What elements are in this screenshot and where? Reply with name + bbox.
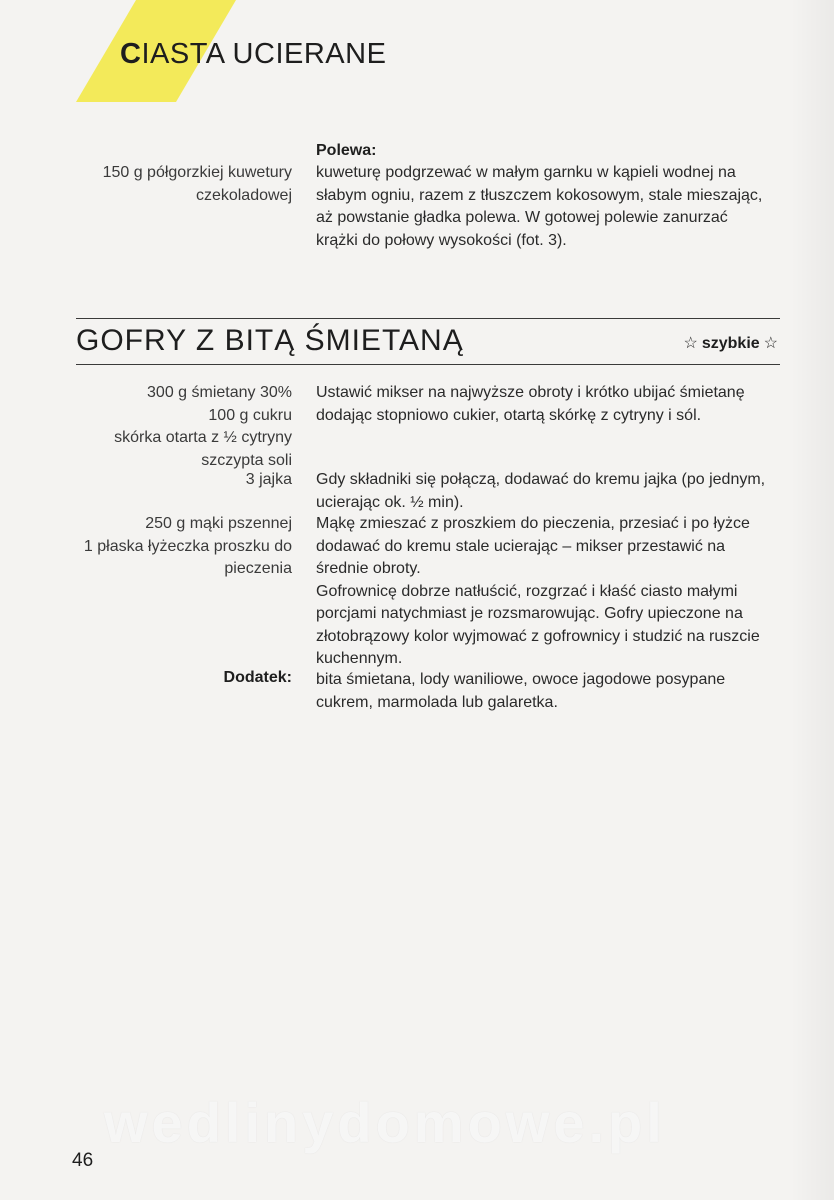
ingredient-line: 250 g mąki pszennej: [145, 515, 292, 532]
instruction-line: cukrem, marmolada lub galaretka.: [316, 693, 558, 711]
instruction-line: Ustawić mikser na najwyższe obroty i krótko ubijać śmietanę: [316, 384, 745, 401]
instruction-line: dodając stopniowo cukier, otartą skórkę z cytryny i sól.: [316, 406, 702, 424]
watermark: wedlinydomowe.pl: [104, 1091, 666, 1154]
step-1-ingredients: [114, 382, 292, 472]
ingredient-line: 100 g cukru: [208, 406, 292, 424]
instruction-line: ucierając ok. ½ min).: [316, 493, 464, 511]
instruction-line: bita śmietana, lody waniliowe, owoce jagodowe posypane: [316, 671, 726, 688]
instruction-line: krążki do połowy wysokości (fot. 3).: [316, 231, 567, 249]
quick-badge: [684, 333, 779, 353]
ingredient-line: 1 płaska łyżeczka proszku do: [83, 537, 292, 555]
instruction-line: Gofrownicę dobrze natłuścić, rozgrzać i kłaść ciasto małymi: [316, 582, 738, 600]
recipe-title: GOFRY Z BITĄ ŚMIETANĄ: [76, 324, 464, 357]
step-1-instructions: [316, 382, 786, 427]
ingredient-line: skórka otarta z ½ cytryny: [114, 429, 292, 446]
addition-label: Dodatek:: [223, 669, 292, 686]
section-title: CIASTA UCIERANE: [120, 38, 387, 70]
instruction-line: kuweturę podgrzewać w małym garnku w kąpieli wodnej na: [316, 164, 736, 181]
instruction-line: Gdy składniki się połączą, dodawać do kremu jajka (po jednym,: [316, 471, 766, 488]
instruction-line: dodawać do kremu stale ucierając – mikser przestawić na: [316, 537, 726, 555]
badge-label: szybkie: [701, 335, 760, 352]
step-3-ingredients: [84, 513, 292, 581]
glaze-ingredients: [103, 162, 292, 207]
ingredient-line: 150 g półgorzkiej kuwetury: [102, 164, 292, 181]
addition-text: [316, 669, 786, 714]
star-icon: ☆: [683, 335, 698, 352]
ingredient-line: pieczenia: [224, 560, 292, 577]
star-icon: ☆: [763, 335, 778, 352]
step-3-instructions: [316, 513, 786, 671]
step-2-ingredients: [246, 469, 292, 492]
instruction-line: porcjami natychmiast je rozsmarowując. Gofry upieczone na: [316, 605, 743, 622]
glaze-label: Polewa:: [316, 142, 377, 159]
instruction-line: słabym ogniu, razem z tłuszczem kokosowym, stale mieszając,: [316, 186, 763, 204]
glaze-instructions: [316, 162, 786, 252]
instruction-line: kuchennym.: [316, 650, 403, 667]
bottom-divider: [76, 364, 780, 365]
ingredient-line: szczypta soli: [201, 451, 292, 469]
instruction-line: średnie obroty.: [316, 560, 421, 577]
ingredient-line: czekoladowej: [195, 186, 292, 204]
instruction-line: aż powstanie gładka polewa. W gotowej polewie zanurzać: [316, 209, 728, 226]
instruction-line: złotobrązowy kolor wyjmować z gofrownicy i studzić na ruszcie: [316, 627, 760, 645]
top-divider: [76, 318, 780, 319]
page-number: 46: [72, 1150, 94, 1171]
ingredient-line: 3 jajka: [245, 471, 292, 488]
ingredient-line: 300 g śmietany 30%: [147, 384, 292, 401]
page-edge-shadow: [790, 0, 834, 1200]
instruction-line: Mąkę zmieszać z proszkiem do pieczenia, przesiać i po łyżce: [316, 515, 750, 532]
step-2-instructions: [316, 469, 786, 514]
